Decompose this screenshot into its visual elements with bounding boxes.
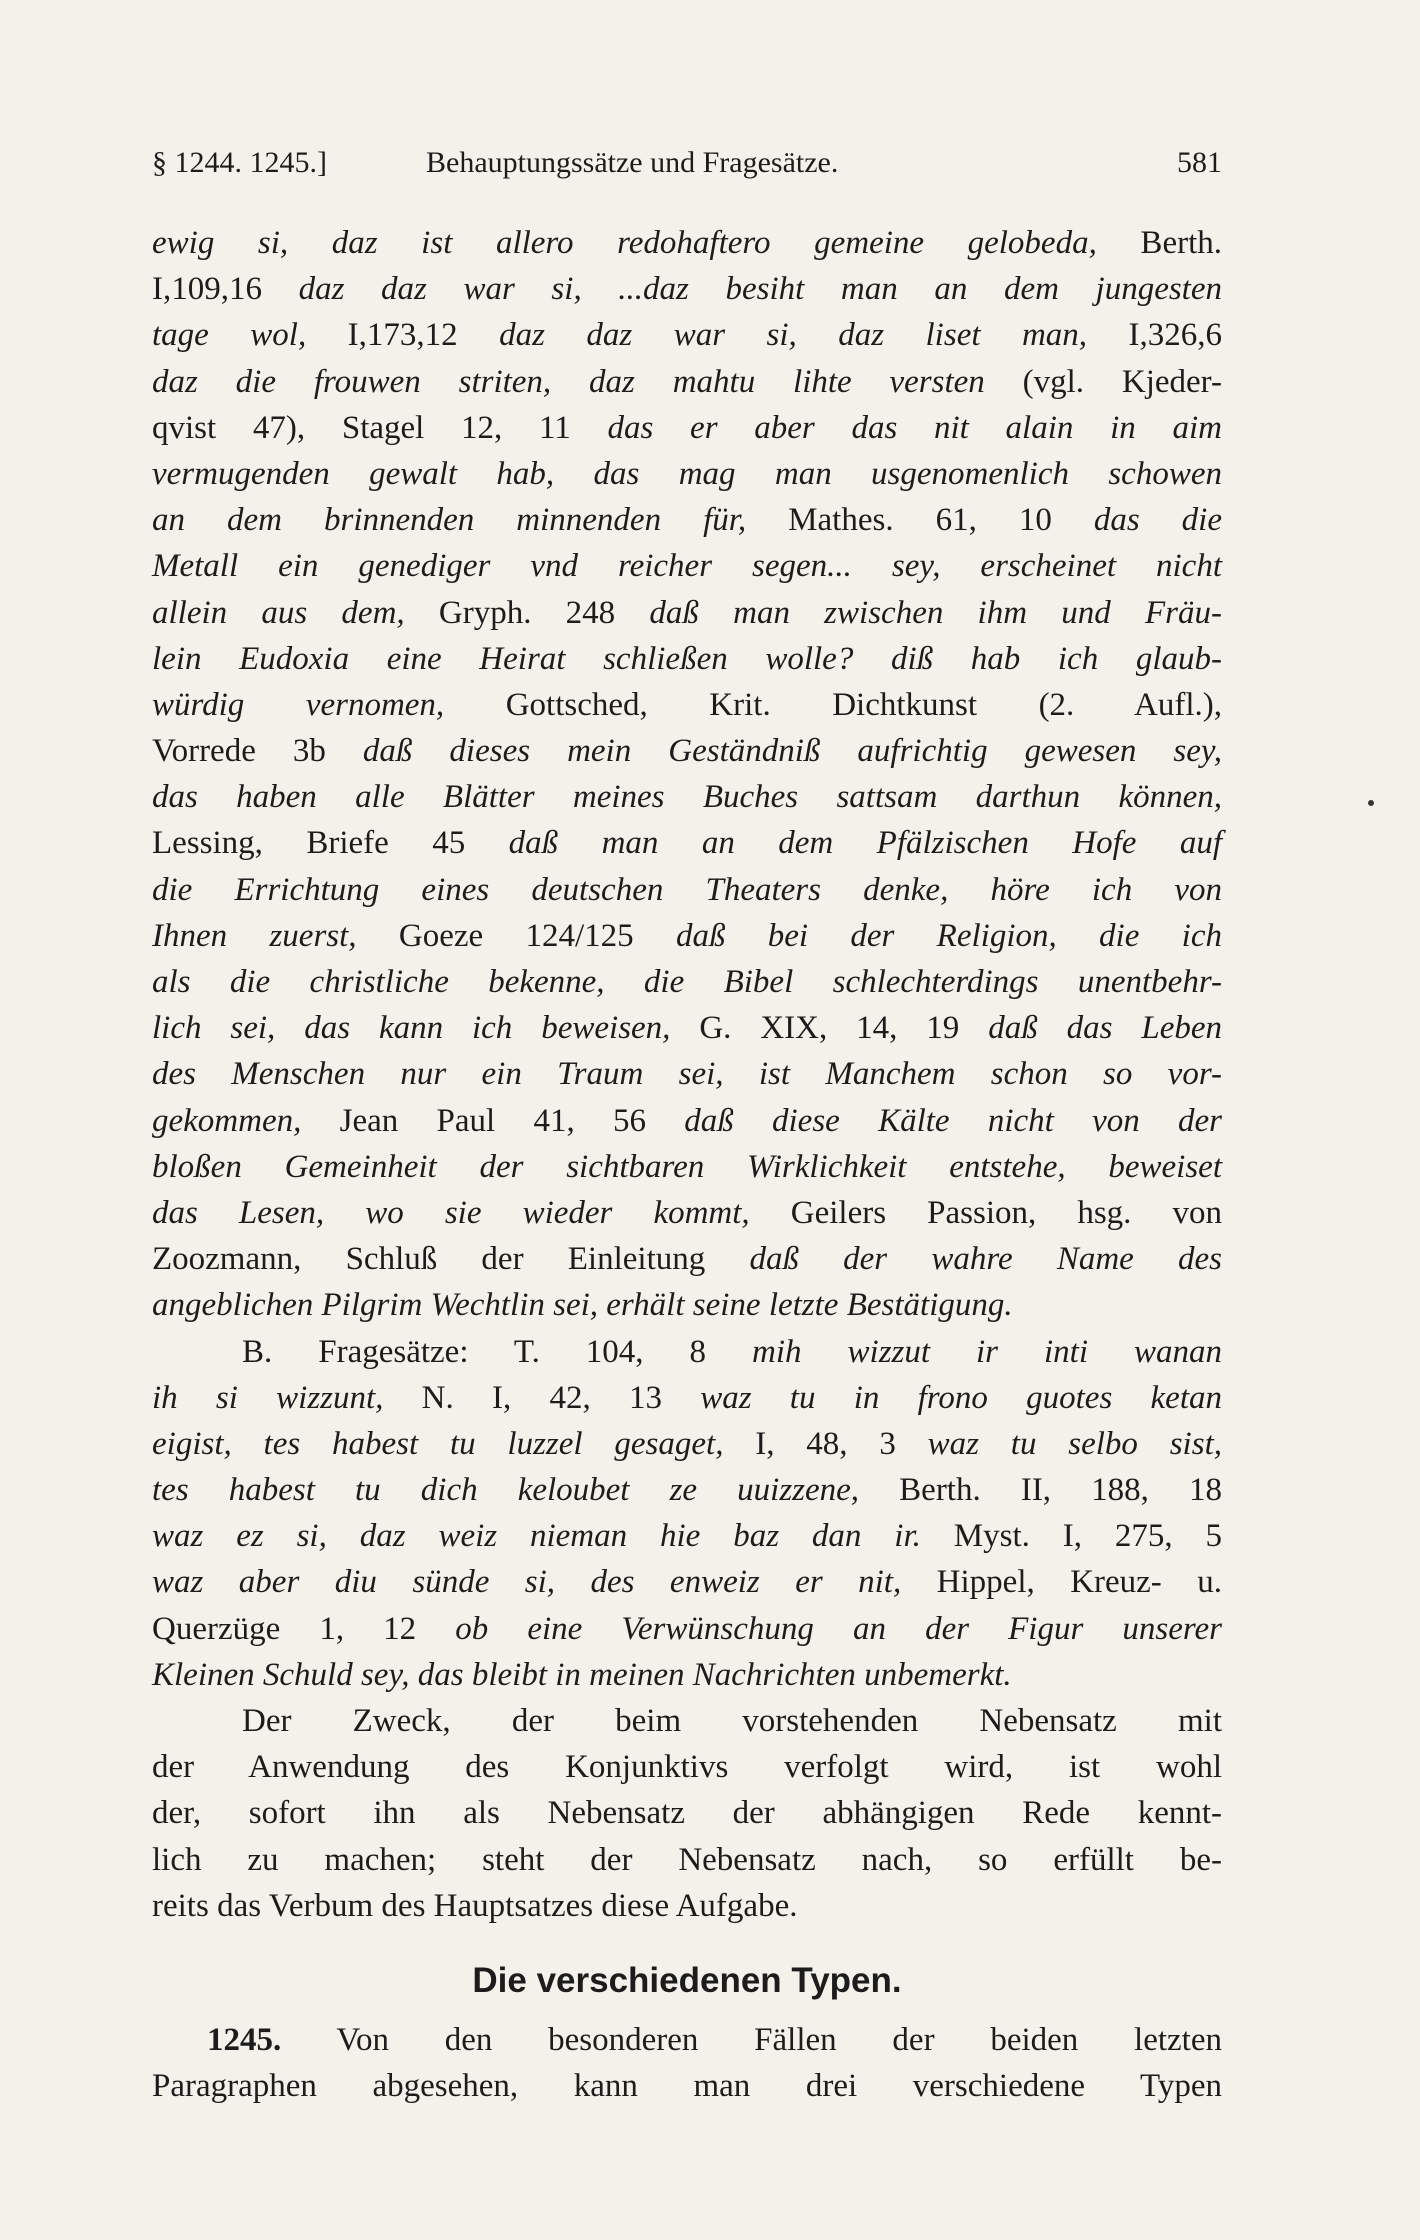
italic-text: das die: [1093, 502, 1222, 539]
text-line: [152, 359, 1222, 405]
running-title: Behauptungssätze und Fragesätze.: [426, 146, 839, 179]
italic-text: gekommen,: [152, 1102, 302, 1139]
text-block: [152, 220, 1222, 1929]
text-line: [152, 1005, 1222, 1051]
text-line: [152, 636, 1222, 682]
roman-text: Querzüge 1, 12: [152, 1610, 456, 1647]
roman-text: reits das Verbum des Hauptsatzes diese Aufgabe.: [152, 1887, 798, 1924]
text-line: [152, 405, 1222, 451]
italic-text: waz ez si, daz weiz nieman hie baz dan ir.: [152, 1518, 921, 1555]
text-line: [152, 1559, 1222, 1605]
text-line: [152, 451, 1222, 497]
italic-text: daß diese Kälte nicht von der: [684, 1102, 1222, 1139]
text-line: [152, 1236, 1222, 1282]
roman-text: Goeze 124/125: [356, 917, 676, 954]
italic-text: an dem brinnenden minnenden für,: [152, 502, 747, 539]
italic-text: ob eine Verwünschung an der Figur unserer: [455, 1610, 1222, 1647]
roman-text: (vgl. Kjeder-: [984, 363, 1222, 400]
roman-text: lich zu machen; steht der Nebensatz nach, so erfüllt be-: [152, 1841, 1222, 1878]
roman-text: Berth.: [1096, 225, 1222, 261]
italic-text: des Menschen nur ein Traum sei, ist Manchem schon so vor-: [152, 1056, 1222, 1093]
italic-text: allein aus dem,: [152, 594, 405, 631]
roman-text: Hippel, Kreuz- u.: [901, 1564, 1222, 1601]
italic-text: angeblichen Pilgrim Wechtlin sei, erhält seine letzte Bestätigung.: [152, 1287, 1013, 1324]
roman-text: Myst. I, 275, 5: [920, 1518, 1222, 1555]
margin-dot: [1368, 800, 1374, 806]
text-line: [152, 820, 1222, 866]
italic-text: daz daz war si, ...daz besiht man an dem jungesten: [298, 271, 1222, 308]
italic-text: vermugenden gewalt hab, das mag man usgenomenlich schowen: [152, 455, 1222, 492]
text-line: [152, 1652, 1222, 1698]
text-line: [152, 1098, 1222, 1144]
text-line: [152, 1282, 1222, 1328]
roman-text: Gottsched, Krit. Dichtkunst (2. Aufl.),: [444, 686, 1222, 723]
paragraph-1245-line-2: Paragraphen abgesehen, kann man drei verschiedene Typen: [152, 2068, 1222, 2105]
text-line: [152, 1421, 1222, 1467]
text-line: [152, 1698, 1222, 1744]
text-line: [152, 1144, 1222, 1190]
text-line: [152, 220, 1222, 266]
page-body: [152, 220, 1222, 2109]
roman-text: Mathes. 61, 10: [746, 502, 1094, 539]
italic-text: waz tu in frono guotes ketan: [700, 1379, 1222, 1416]
roman-text: I,109,16: [152, 271, 299, 308]
text-line: [152, 682, 1222, 728]
text-line: [152, 913, 1222, 959]
roman-text: der Anwendung des Konjunktivs verfolgt wird, ist wohl: [152, 1749, 1222, 1786]
paragraph-text: Von den besonderen Fällen der beiden letzten: [281, 2021, 1222, 2058]
italic-text: daß man zwischen ihm und Fräu-: [649, 594, 1222, 631]
italic-text: würdig vernomen,: [152, 686, 445, 723]
text-line: [152, 959, 1222, 1005]
roman-text: N. I, 42, 13: [383, 1379, 701, 1416]
roman-text: Geilers Passion, hsg. von: [749, 1194, 1222, 1231]
roman-text: Jean Paul 41, 56: [301, 1102, 685, 1139]
italic-text: mih wizzut ir inti wanan: [752, 1333, 1223, 1370]
italic-text: lein Eudoxia eine Heirat schließen wolle? diß hab ich glaub-: [152, 640, 1222, 677]
text-line: [152, 1790, 1222, 1836]
italic-text: ih si wizzunt,: [152, 1379, 384, 1416]
text-line: [152, 1606, 1222, 1652]
text-line: [152, 1375, 1222, 1421]
italic-text: tes habest tu dich keloubet ze uuizzene,: [152, 1472, 860, 1509]
text-line: [152, 728, 1222, 774]
section-heading: Die verschiedenen Typen.: [472, 1960, 902, 2000]
italic-text: Metall ein genediger vnd reicher segen... sey, erscheinet nicht: [152, 548, 1222, 585]
italic-text: das haben alle Blätter meines Buches sattsam darthun können,: [152, 779, 1222, 816]
italic-text: als die christliche bekenne, die Bibel schlechterdings unentbehr-: [152, 964, 1222, 1000]
roman-text: Berth. II, 188, 18: [859, 1472, 1223, 1509]
text-line: [152, 1513, 1222, 1559]
text-line: [152, 774, 1222, 820]
italic-text: die Errichtung eines deutschen Theaters denke, höre ich von: [152, 871, 1222, 908]
italic-text: daß man an dem Pfälzischen Hofe auf: [508, 825, 1222, 862]
italic-text: daz daz war si, daz liset man,: [499, 317, 1088, 354]
italic-text: das er aber das nit alain in aim: [607, 409, 1222, 446]
text-line: [152, 543, 1222, 589]
italic-text: Ihnen zuerst,: [152, 917, 357, 954]
roman-text: I,326,6: [1087, 317, 1222, 354]
italic-text: tage wol,: [152, 317, 307, 354]
section-reference: § 1244. 1245.]: [152, 146, 327, 179]
roman-text: Vorrede 3b: [152, 733, 363, 770]
text-line: [152, 1744, 1222, 1790]
italic-text: lich sei, das kann ich beweisen,: [152, 1010, 671, 1047]
text-line: [152, 266, 1222, 312]
italic-text: daß das Leben: [988, 1010, 1222, 1047]
italic-text: waz aber diu sünde si, des enweiz er nit,: [152, 1564, 902, 1601]
page-number: 581: [1177, 146, 1222, 179]
italic-text: waz tu selbo sist,: [927, 1425, 1222, 1462]
paragraph-1245-line-1: [152, 2017, 1222, 2063]
text-line: [152, 867, 1222, 913]
roman-text: Der Zweck, der beim vorstehenden Nebensatz mit: [242, 1703, 1222, 1739]
text-line: [152, 1837, 1222, 1883]
italic-text: das Lesen, wo sie wieder kommt,: [152, 1194, 750, 1231]
text-line: [152, 590, 1222, 636]
italic-text: Kleinen Schuld sey, das bleibt in meinen Nachrichten unbemerkt.: [152, 1656, 1012, 1693]
text-line: [152, 1329, 1222, 1375]
text-line: [152, 1190, 1222, 1236]
roman-text: Lessing, Briefe 45: [152, 825, 509, 862]
running-header: [152, 143, 1222, 183]
italic-text: daz die frouwen striten, daz mahtu lihte versten: [152, 363, 985, 400]
italic-text: eigist, tes habest tu luzzel gesaget,: [152, 1425, 724, 1462]
roman-text: I,173,12: [306, 317, 500, 354]
italic-text: daß der wahre Name des: [749, 1241, 1222, 1278]
roman-text: Gryph. 248: [404, 594, 650, 631]
text-line: [152, 1883, 1222, 1929]
italic-text: bloßen Gemeinheit der sichtbaren Wirklichkeit entstehe, beweiset: [152, 1148, 1222, 1185]
italic-text: ewig si, daz ist allero redohaftero gemeine gelobeda,: [152, 225, 1097, 261]
roman-text: qvist 47), Stagel 12, 11: [152, 409, 608, 446]
italic-text: daß bei der Religion, die ich: [675, 917, 1222, 954]
text-line: [152, 497, 1222, 543]
paragraph-number: 1245.: [207, 2021, 282, 2058]
roman-text: der, sofort ihn als Nebensatz der abhängigen Rede kennt-: [152, 1795, 1222, 1832]
roman-text: G. XIX, 14, 19: [670, 1010, 989, 1047]
text-line: [152, 312, 1222, 358]
text-line: [152, 1051, 1222, 1097]
italic-text: daß dieses mein Geständniß aufrichtig gewesen sey,: [362, 733, 1222, 770]
roman-text: B. Fragesätze: T. 104, 8: [242, 1333, 753, 1370]
roman-text: I, 48, 3: [723, 1425, 928, 1462]
roman-text: Zoozmann, Schluß der Einleitung: [152, 1241, 750, 1278]
text-line: [152, 1467, 1222, 1513]
